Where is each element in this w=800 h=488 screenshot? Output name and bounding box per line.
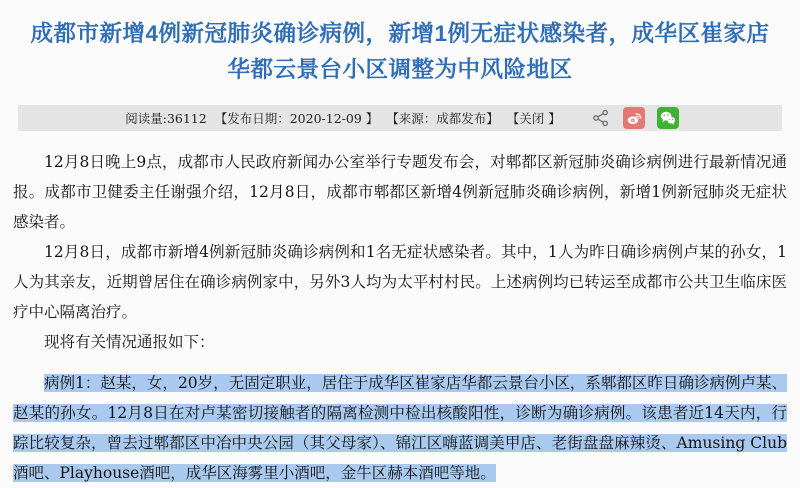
meta-bar [18, 105, 782, 131]
article-body [13, 147, 787, 488]
article-title: 成都市新增4例新冠肺炎确诊病例，新增1例无症状感染者，成华区崔家店华都云景台小区调整为中风险地区 [30, 21, 770, 82]
article-source: 【来源：成都发布】 [386, 111, 499, 126]
paragraph-2: 12月8日，成都市新增4例新冠肺炎确诊病例和1名无症状感染者。其中，1人为昨日确诊病例卢某的孙女，1人为其亲友，近期曾居住在确诊病例家中，另外3人均为太平村村民。上述病例均已转运至成都市公共卫生临床医疗中心隔离治疗。 [13, 243, 787, 321]
case-1-highlighted-text: 病例1：赵某，女，20岁，无固定职业，居住于成华区崔家店华都云景台小区，系郫都区昨日确诊病例卢某、赵某的孙女。12月8日在对卢某密切接触者的隔离检测中检出核酸阳性，诊断为确诊病例。该患者近14天内，行踪比较复杂，曾去过郫都区中冶中央公园（其父母家）、锦江区嗨蓝调美甲店、老街盘盘麻辣烫、Amusing Club酒吧、Playhouse酒吧，成华区海雾里小酒吧，金牛区赫本酒吧等地。 [13, 374, 787, 482]
paragraph-1: 12月8日晚上9点，成都市人民政府新闻办公室举行专题发布会，对郫都区新冠肺炎确诊病例进行最新情况通报。成都市卫健委主任谢强介绍，12月8日，成都市郫都区新增4例新冠肺炎确诊病例，新增1例新冠肺炎无症状感染者。 [13, 153, 787, 231]
close-button[interactable]: 【关闭 】 [506, 111, 561, 126]
case-1-paragraph [13, 368, 787, 488]
paragraph-3: 现将有关情况通报如下： [44, 333, 215, 351]
wechat-share-icon[interactable] [657, 107, 679, 129]
share-icon[interactable] [591, 108, 611, 128]
views-count: 阅读量:36112 [125, 111, 207, 126]
article-page [0, 16, 800, 482]
weibo-share-icon[interactable] [623, 107, 645, 129]
publish-date: 【发布日期：2020-12-09 】 [214, 111, 379, 126]
